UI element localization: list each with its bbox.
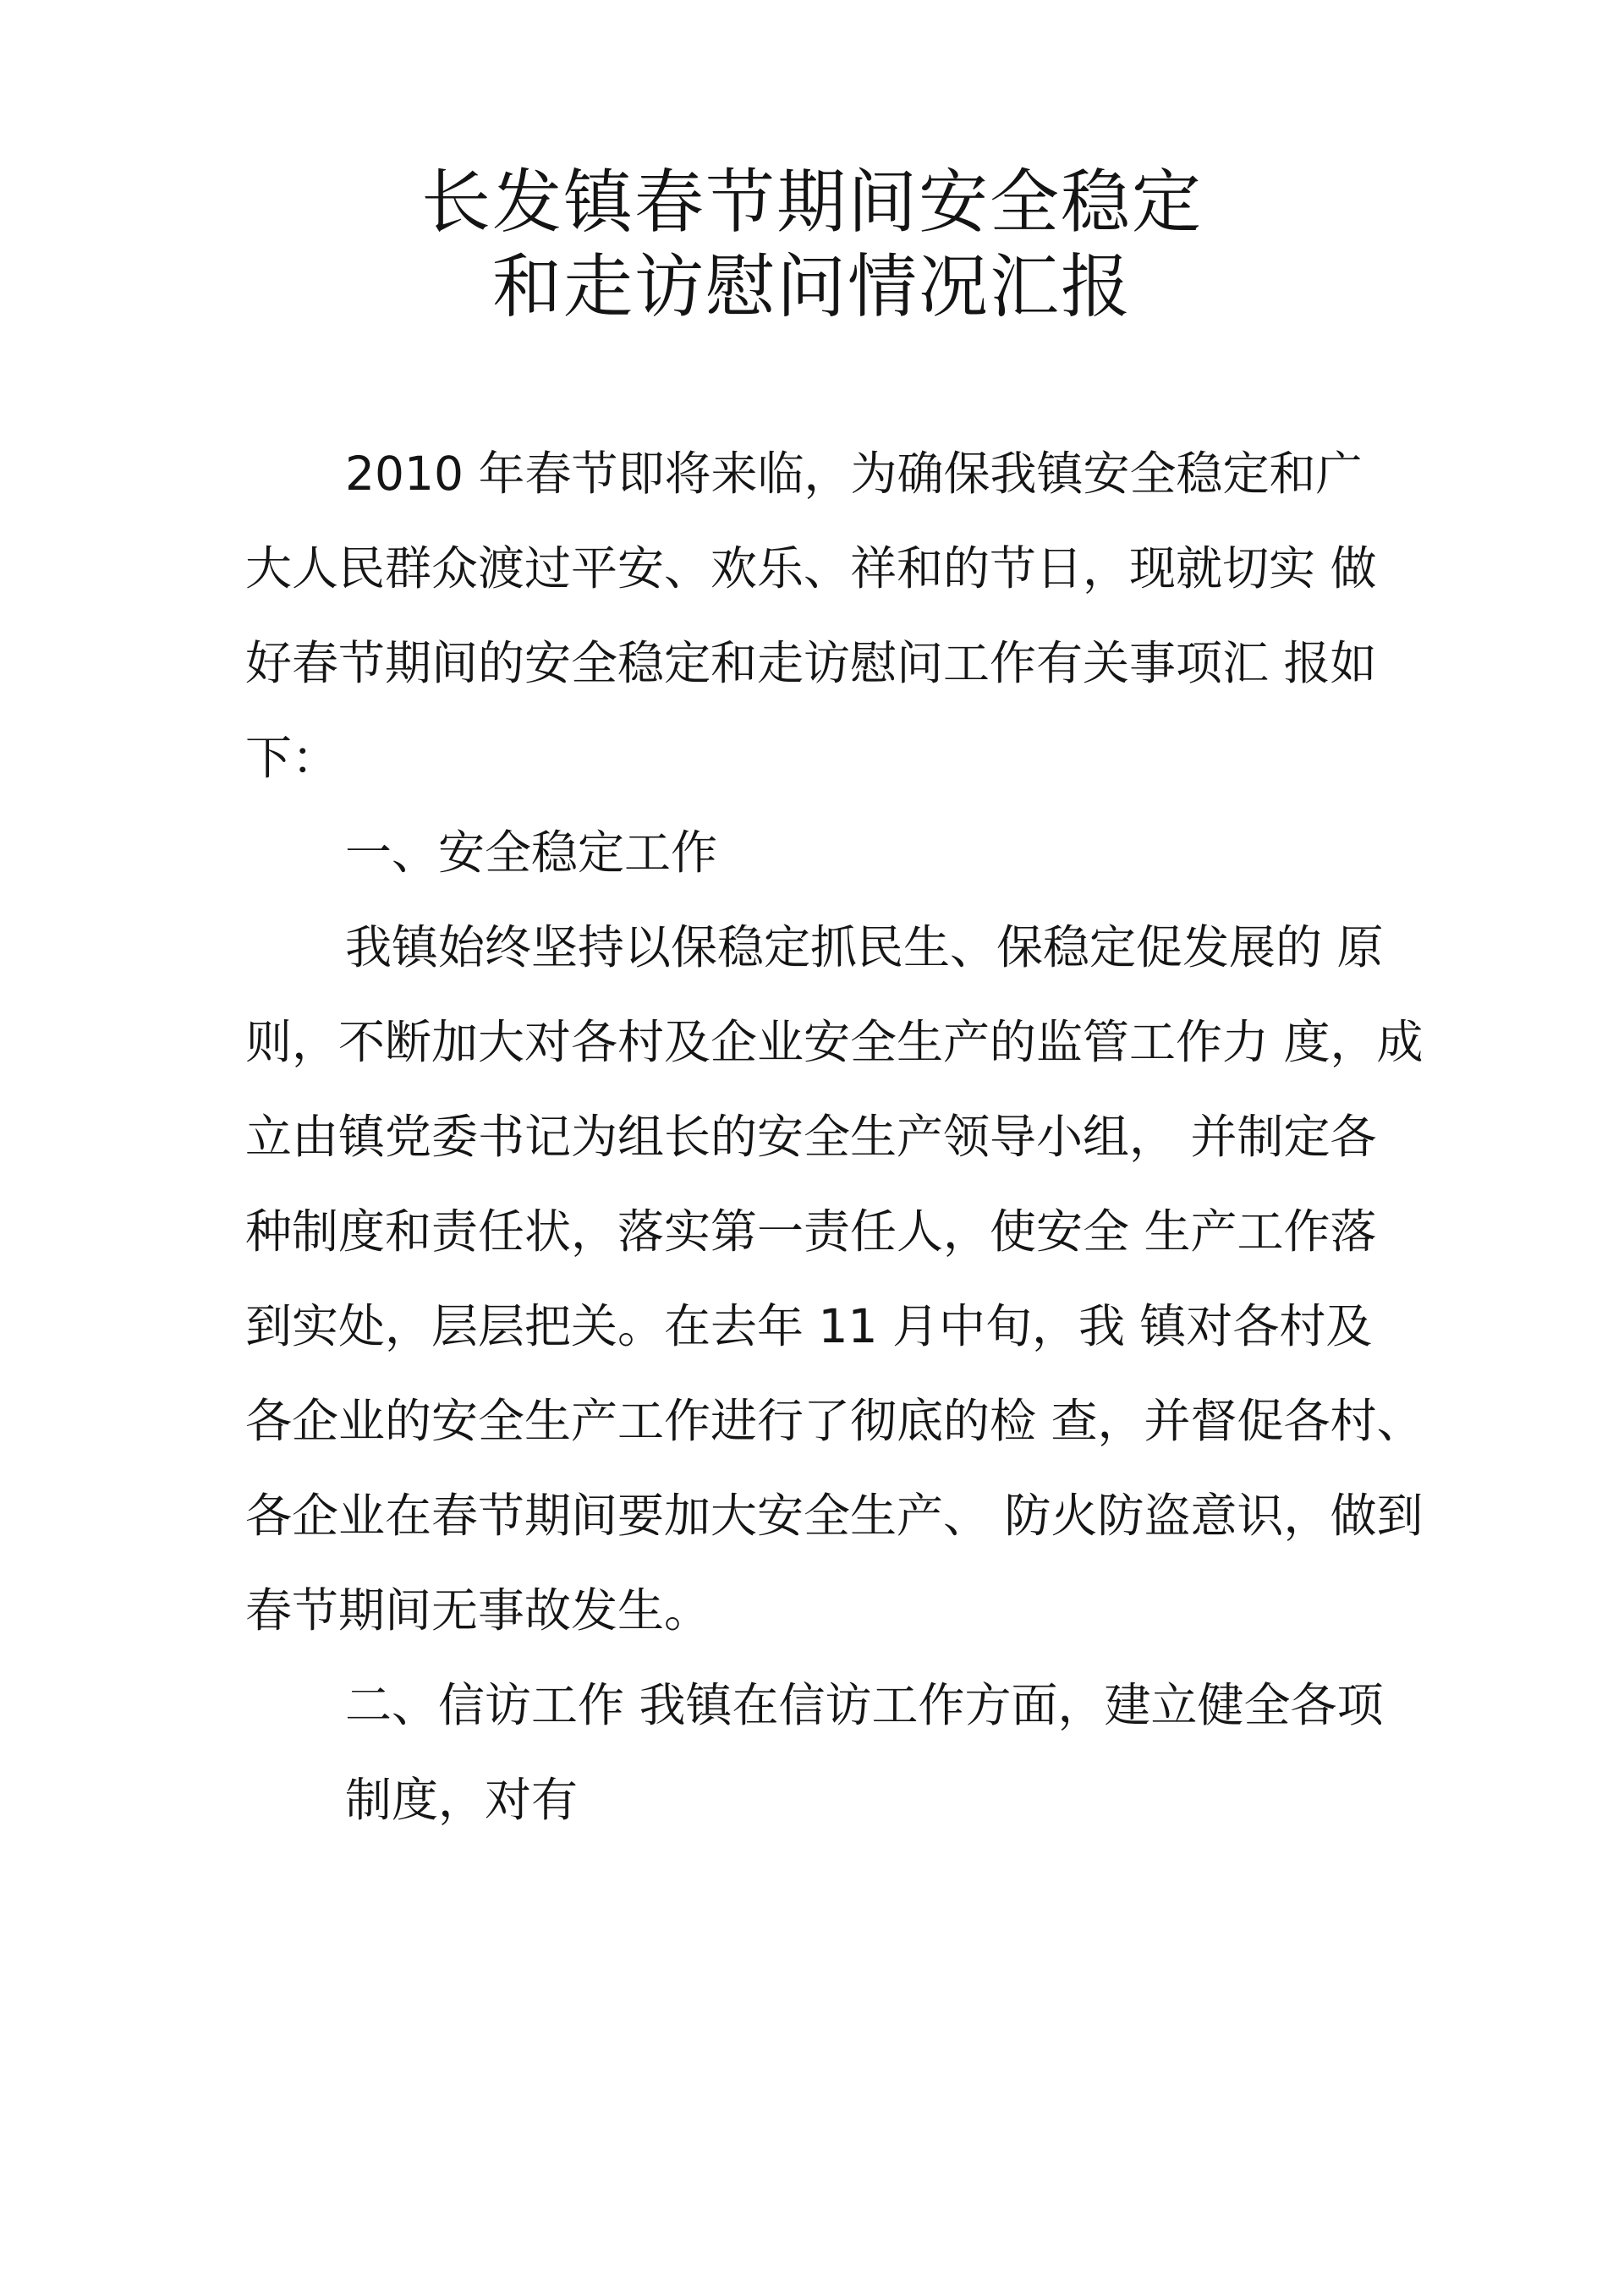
document-title-line-1: 长发镇春节期间安全稳定	[420, 162, 1203, 243]
paragraph-intro-line-2: 大人民群众渡过平安、欢乐、祥和的节日，现就切实 做	[245, 541, 1377, 595]
section-heading-safety: 一、安全稳定工作	[345, 826, 718, 880]
paragraph-safety-line-3: 立由镇党委书记为组长的安全生产领导小组， 并制定各	[245, 1110, 1377, 1164]
paragraph-safety-line-6: 各企业的安全生产工作进行了彻底的检 查，并督促各村、	[245, 1394, 1424, 1448]
paragraph-safety-line-1: 我镇始终坚持以保稳定抓民生、保稳定促发展的 原	[345, 920, 1384, 974]
paragraph-safety-line-4: 种制度和责任状，落实第一责任人，使安全 生产工作落	[245, 1204, 1377, 1259]
paragraph-safety-line-2: 则，不断加大对各村及企业安全生产的监管工作力 度，成	[245, 1015, 1424, 1069]
paragraph-safety-line-7: 各企业在春节期间要加大安全生产、 防火防盗意识，做到	[245, 1489, 1424, 1543]
paragraph-petition-line-1: 制度，对有	[345, 1773, 579, 1827]
section-heading-petition: 二、信访工作 我镇在信访工作方面，建立健全各项	[345, 1678, 1384, 1732]
paragraph-intro-line-1: 2010 年春节即将来临，为确保我镇安全稳定和广	[345, 447, 1363, 501]
paragraph-safety-line-8: 春节期间无事故发生。	[245, 1583, 711, 1637]
paragraph-intro-line-3: 好春节期间的安全稳定和走访慰问工作有关事项汇 报如	[245, 636, 1377, 690]
paragraph-safety-line-5: 到实处，层层把关。在去年 11 月中旬，我 镇对各村及	[245, 1299, 1373, 1353]
document-title-line-2: 和走访慰问情况汇报	[491, 247, 1132, 327]
paragraph-intro-line-4: 下：	[245, 731, 339, 785]
